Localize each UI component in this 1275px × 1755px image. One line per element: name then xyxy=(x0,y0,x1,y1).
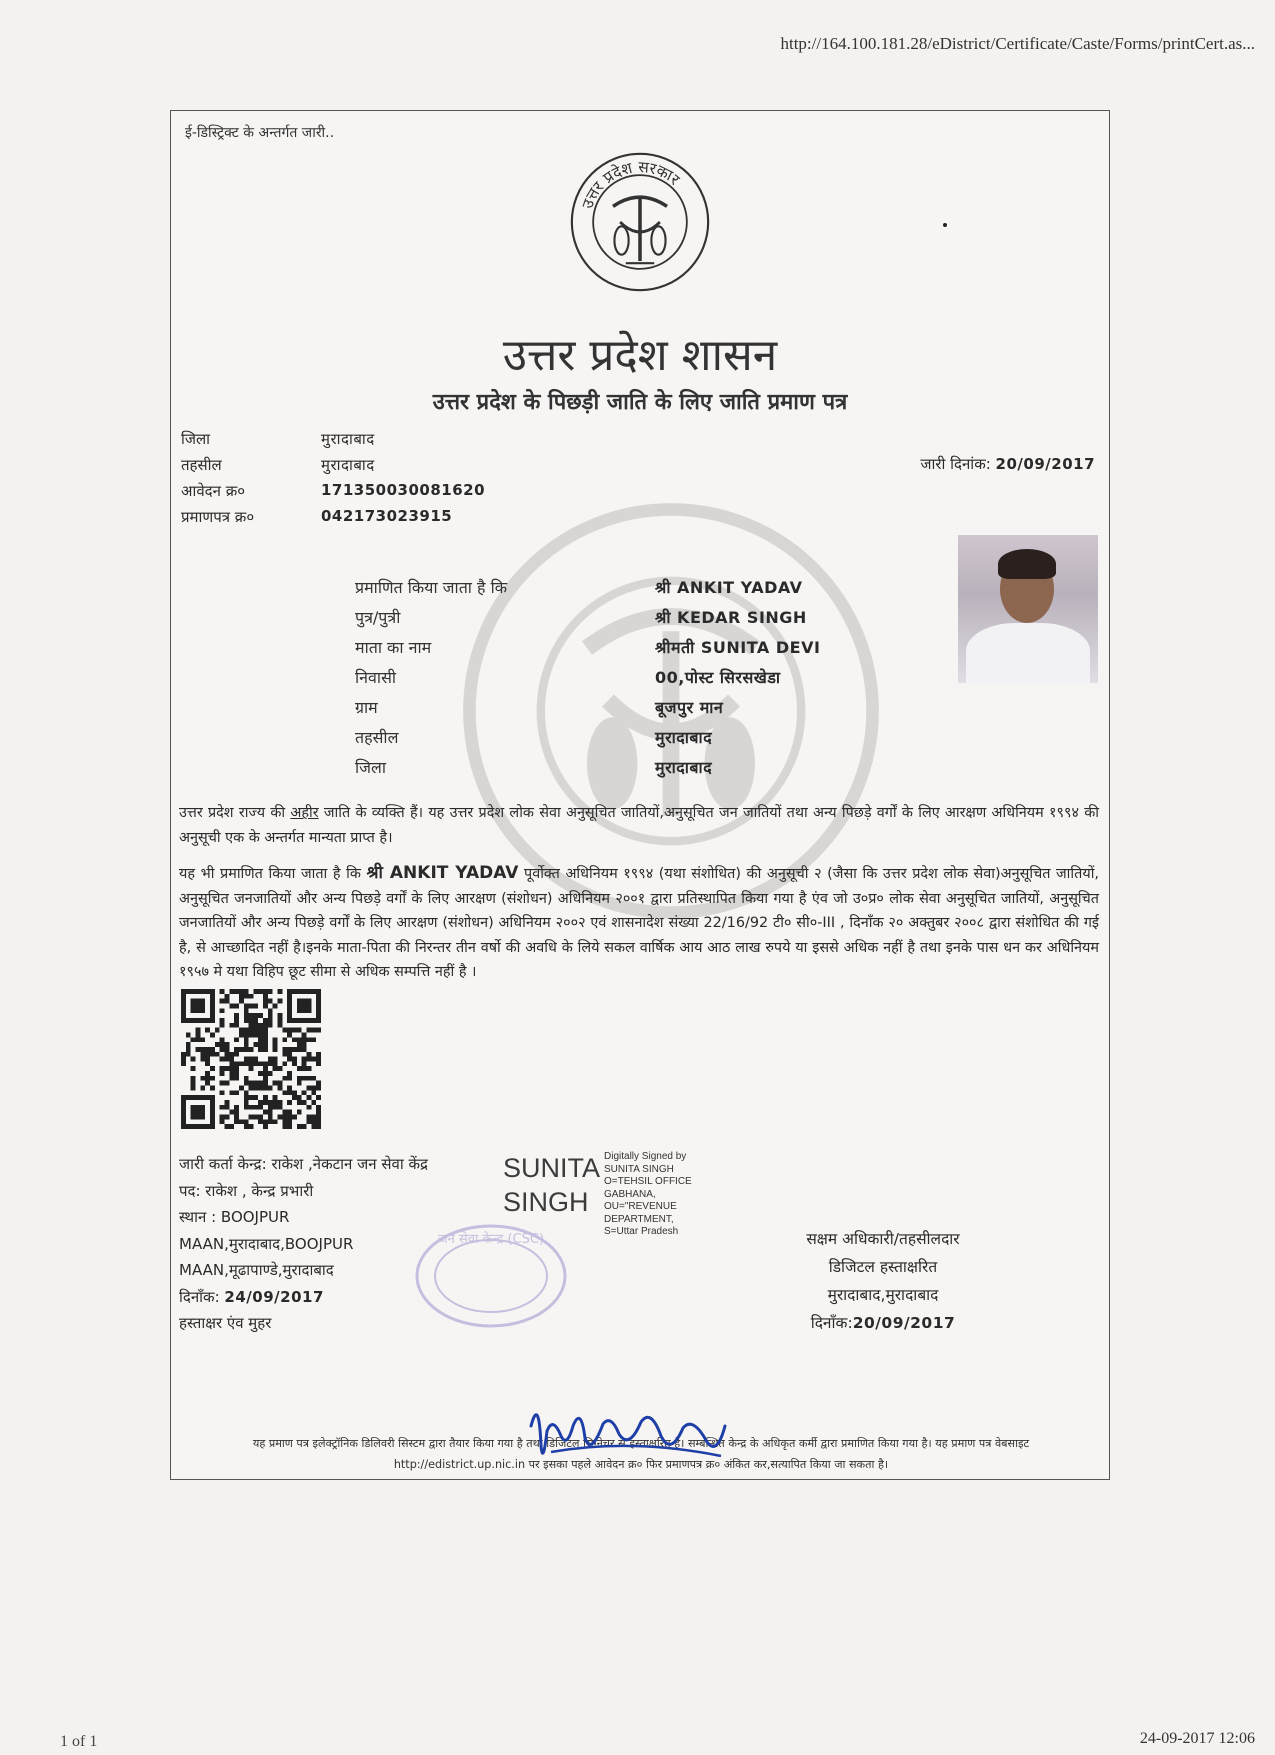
authority-date-value: 20/09/2017 xyxy=(852,1314,956,1332)
para2-name: श्री ANKIT YADAV xyxy=(366,863,519,883)
issuer-place-line2: MAAN,मुरादाबाद,BOOJPUR xyxy=(179,1234,354,1253)
district-row xyxy=(181,429,485,455)
print-timestamp: 24-09-2017 12:06 xyxy=(1139,1730,1255,1747)
certificate-title: उत्तर प्रदेश शासन xyxy=(502,330,778,381)
caste-name: अहीर xyxy=(290,805,319,821)
detail-district-value: मुरादाबाद xyxy=(655,758,713,777)
issuer-date-label: दिनाँक: xyxy=(179,1287,220,1306)
dsig-info-0: Digitally Signed by xyxy=(604,1151,687,1162)
authority-title: सक्षम अधिकारी/तहसीलदार xyxy=(806,1230,960,1248)
applicant-name: श्री ANKIT YADAV xyxy=(655,578,803,597)
dsig-name-line2: SINGH xyxy=(503,1187,589,1217)
paper-speck xyxy=(943,223,947,227)
dsig-info-4: OU="REVENUE xyxy=(604,1201,677,1212)
issuer-sign-label: हस्ताक्षर एंव मुहर xyxy=(179,1314,272,1332)
tehsil-value: मुरादाबाद xyxy=(321,456,375,474)
dsig-info-5: DEPARTMENT, xyxy=(604,1213,674,1225)
dsig-name-line1: SUNITA xyxy=(503,1153,601,1183)
dsig-info-2: O=TEHSIL OFFICE xyxy=(604,1176,692,1187)
handwritten-signature xyxy=(511,1386,751,1476)
authority-date xyxy=(783,1309,983,1337)
income-paragraph xyxy=(179,861,1099,985)
issuer-post: पद: राकेश , केन्द्र प्रभारी xyxy=(179,1181,314,1200)
tehsil-label: तहसील xyxy=(181,456,222,474)
issue-date-label: जारी दिनांक: xyxy=(920,455,991,473)
detail-tehsil-label: तहसील xyxy=(355,728,399,747)
certificate-meta xyxy=(181,429,485,533)
detail-district-label: जिला xyxy=(355,758,387,777)
detail-tehsil-value: मुरादाबाद xyxy=(655,728,713,747)
village-label: ग्राम xyxy=(355,698,378,717)
page-count: 1 of 1 xyxy=(60,1733,98,1750)
para1-before: उत्तर प्रदेश राज्य की xyxy=(179,805,291,821)
certificate-no-label: प्रमाणपत्र क्र० xyxy=(181,508,255,526)
application-no-value: 171350030081620 xyxy=(321,481,486,499)
applicant-details xyxy=(355,572,820,782)
certificate-frame xyxy=(170,110,1110,1480)
para1-after: जाति के व्यक्ति हैं। यह उत्तर प्रदेश लोक सेवा अनुसूचित जातियों,अनुसूचित जन जातियों तथा अन्य पिछड़े वर्गों के लिए आरक्षण अधिनियम १९९४ की अनुसूची एक के अन्तर्गत मान्यता प्राप्त है। xyxy=(179,805,1099,846)
issuer-place-line1: स्थान : BOOJPUR xyxy=(179,1208,290,1226)
resident-label: निवासी xyxy=(355,668,397,687)
svg-text:उत्तर प्रदेश सरकार xyxy=(578,158,683,211)
authority-block xyxy=(783,1225,983,1337)
print-url: http://164.100.181.28/eDistrict/Certificate/Caste/Forms/printCert.as... xyxy=(780,34,1255,53)
tehsil-row xyxy=(181,455,485,481)
dsig-info-1: SUNITA SINGH xyxy=(604,1163,674,1175)
issuer-place-line3: MAAN,मूढापाण्डे,मुरादाबाद xyxy=(179,1261,334,1279)
issue-date xyxy=(920,454,1095,474)
authority-digital: डिजिटल हस्ताक्षरित xyxy=(828,1258,938,1276)
para2-before: यह भी प्रमाणित किया जाता है कि xyxy=(179,866,367,882)
dsig-info-6: S=Uttar Pradesh xyxy=(604,1226,679,1237)
issuer-date-value: 24/09/2017 xyxy=(224,1287,324,1306)
header-note: ई-डिस्ट्रिक्ट के अन्तर्गत जारी.. xyxy=(185,125,335,141)
emblem-text: उत्तर प्रदेश सरकार xyxy=(578,158,683,211)
qr-code-icon xyxy=(181,989,321,1129)
dsig-info-3: GABHANA, xyxy=(604,1188,656,1200)
mother-name: श्रीमती SUNITA DEVI xyxy=(655,638,821,657)
application-no-label: आवेदन क्र० xyxy=(181,482,246,500)
up-government-emblem-icon xyxy=(569,151,711,293)
stamp-text: जन सेवा केन्द्र (CSC) xyxy=(437,1232,545,1247)
mother-label: माता का नाम xyxy=(355,638,432,657)
issuer-block xyxy=(179,1151,428,1337)
certificate-no-row xyxy=(181,507,485,533)
caste-paragraph xyxy=(179,801,1099,850)
authority-place: मुरादाबाद,मुरादाबाद xyxy=(827,1286,939,1304)
parent-label: पुत्र/पुत्री xyxy=(355,608,401,627)
issuer-date xyxy=(179,1284,428,1311)
application-row xyxy=(181,481,485,507)
resident-value: 00,पोस्ट सिरसखेडा xyxy=(655,668,781,687)
certificate-subtitle: उत्तर प्रदेश के पिछड़ी जाति के लिए जाति प्रमाण पत्र xyxy=(432,390,848,415)
applicant-photo xyxy=(958,535,1098,683)
father-name: श्री KEDAR SINGH xyxy=(655,608,807,627)
certificate-no-value: 042173023915 xyxy=(321,507,453,525)
para2-after: पूर्वोक्त अधिनियम १९९४ (यथा संशोधित) की अनुसूची २ (जैसा कि उत्तर प्रदेश लोक सेवा)अनुसूचित जातियों, अनुसूचित जनजातियों और अन्य पिछड़े वर्गों के लिए आरक्षण (संशोधन) अधिनियम २००१ द्वारा प्रतिस्थापित किया गया है एंव जो उ०प्र० लोक सेवा अनुसूचित जातियों, अनुसूचित जनजातियों और अन्य पिछड़े वर्गों के लिए आरक्षण (संशोधन) अधिनियम २००२ एवं शासनादेश संख्या 22/16/92 टी० सी०-III , दिनाँक २० अक्तुबर २००८ द्वारा संशोधित की गई है, से आच्छादित नहीं है।इनके माता-पिता की निरन्तर तीन वर्षो की अवधि के लिये सकल वार्षिक आय आठ लाख रुपये या इससे अधिक नहीं है तथा इनके पास धन कर अधिनियम १९५७ मे यथा विहिप छूट सीमा से अधिक सम्पत्ति नहीं है । xyxy=(179,866,1099,980)
district-value: मुरादाबाद xyxy=(321,430,375,448)
certified-label: प्रमाणित किया जाता है कि xyxy=(355,578,508,597)
verification-note: यह प्रमाण पत्र इलेक्ट्रॉनिक डिलिवरी सिस्टम द्वारा तैयार किया गया है तथा डिजिटल सिग्नेचर से हस्ताक्षरित है। सम्बन्धित केन्द्र के अधिकृत कर्मी द्वारा प्रमाणित किया गया है। यह प्रमाण पत्र वेबसाइट http://edistrict.up.nic.in पर इसका पहले आवेदन क्र० फिर प्रमाणपत्र क्र० अंकित कर,सत्यापित किया जा सकता है। xyxy=(252,1437,1030,1471)
district-label: जिला xyxy=(181,430,211,448)
village-value: बूजपुर मान xyxy=(655,698,724,717)
digital-signature xyxy=(503,1151,692,1239)
authority-date-label: दिनाँक: xyxy=(810,1314,853,1332)
issuer-center: जारी कर्ता केन्द्र: राकेश ,नेकटान जन सेवा केंद्र xyxy=(179,1155,428,1173)
issue-date-value: 20/09/2017 xyxy=(995,455,1095,473)
